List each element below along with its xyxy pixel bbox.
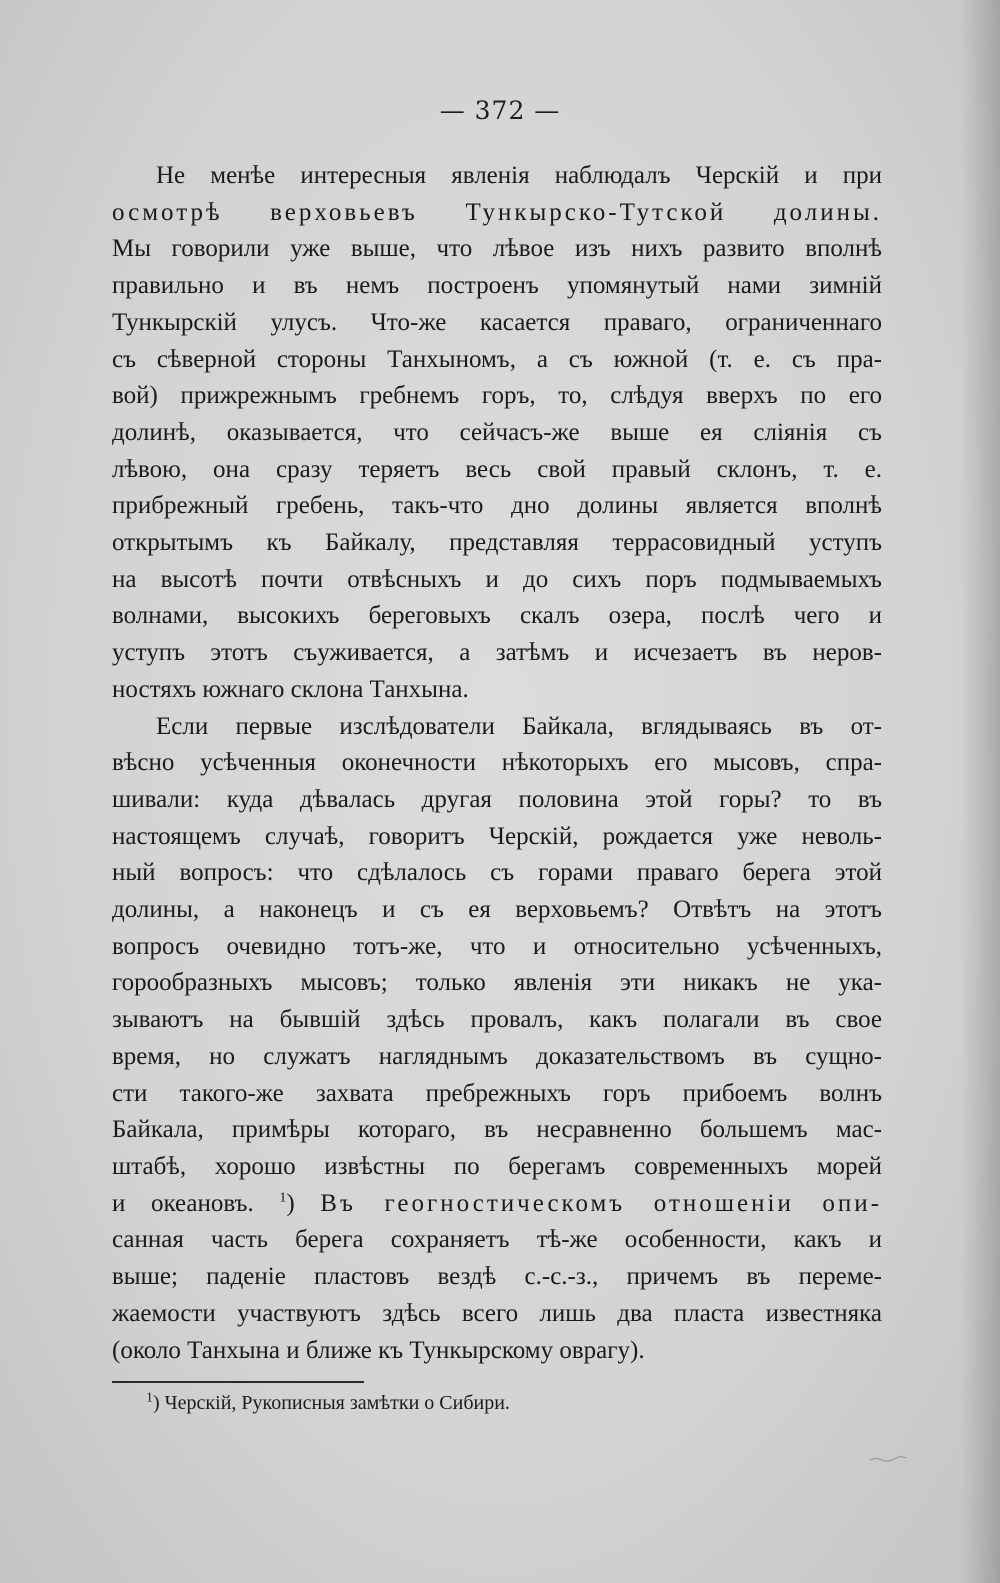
text-line: долинѣ, оказывается, что сейчасъ-же выше ея сліянія съ xyxy=(112,418,882,446)
text-line: (около Танхына и ближе къ Тункырскому оврагу). xyxy=(112,1336,645,1364)
text-fragment: Въ геогностическомъ отношеніи опи- xyxy=(320,1189,883,1217)
text-line: съ сѣверной стороны Танхыномъ, а съ южной (т. е. съ пра- xyxy=(112,345,882,373)
text-line: лѣвою, она сразу теряетъ весь свой правый склонъ, т. е. xyxy=(112,455,882,483)
ink-smudge-icon xyxy=(868,1455,908,1463)
text-line: вопросъ очевидно тотъ-же, что и относительно усѣченныхъ, xyxy=(112,932,882,960)
text-line: шивали: куда дѣвалась другая половина этой горы? то въ xyxy=(112,785,882,813)
text-line: время, но служатъ нагляднымъ доказательствомъ въ сущно- xyxy=(112,1042,882,1070)
footnote-text: Черскій, Рукописныя замѣтки о Сибири. xyxy=(164,1392,510,1414)
text-line: вѣсно усѣченныя оконечности нѣкоторыхъ его мысовъ, спра- xyxy=(112,749,882,777)
text-line: долины, а наконецъ и съ ея верховьемъ? Отвѣтъ на этотъ xyxy=(112,896,882,924)
text-line: вой) прижрежнымъ гребнемъ горъ, то, слѣдуя вверхъ по его xyxy=(112,382,882,410)
text-line: уступъ этотъ съуживается, а затѣмъ и исчезаетъ въ неров- xyxy=(112,639,882,667)
text-line: зываютъ на бывшій здѣсь провалъ, какъ полагали въ свое xyxy=(112,1006,882,1034)
text-fragment: и океановъ. xyxy=(112,1189,254,1217)
text-line: настоящемъ случаѣ, говоритъ Черскій, рождается уже неволь- xyxy=(112,822,882,850)
text-line: и океановъ. $^1$) Въ геогностическомъ отношеніи опи- xyxy=(112,1189,883,1217)
text-line: штабѣ, хорошо извѣстны по берегамъ современныхъ морей xyxy=(112,1152,882,1180)
text-line: горообразныхъ мысовъ; только явленія эти никакъ не ука- xyxy=(112,969,882,997)
footnote-marker: 1 xyxy=(146,1390,153,1406)
text-line: на высотѣ почти отвѣсныхъ и до сихъ поръ подмываемыхъ xyxy=(112,565,882,593)
body-text xyxy=(112,158,882,1369)
text-line: санная часть берега сохраняетъ тѣ-же особенности, какъ и xyxy=(112,1226,882,1254)
text-line: открытымъ къ Байкалу, представляя террасовидный уступъ xyxy=(112,529,882,557)
text-line: выше; паденіе пластовъ вездѣ с.-с.-з., причемъ въ переме- xyxy=(112,1263,882,1291)
text-line: Не менѣе интересныя явленія наблюдалъ Черскій и при xyxy=(156,162,882,189)
text-line: Тункырскій улусъ. Что-же касается праваго, ограниченнаго xyxy=(112,308,882,336)
text-line: Если первые изслѣдователи Байкала, вглядываясь въ от- xyxy=(156,712,882,740)
text-line: Мы говорили уже выше, что лѣвое изъ нихъ развито вполнѣ xyxy=(112,235,882,263)
footnote: $^1$) Черскій, Рукописныя замѣтки о Сибири. xyxy=(146,1390,510,1414)
text-line: ностяхъ южнаго склона Танхына. xyxy=(112,675,469,703)
footnote-reference[interactable]: 1 xyxy=(279,1190,287,1206)
text-line: жаемости участвуютъ здѣсь всего лишь два пласта известняка xyxy=(112,1299,882,1327)
footnote-divider xyxy=(112,1381,364,1383)
page-number: — 372 — xyxy=(439,96,561,125)
text-line: правильно и въ немъ построенъ упомянутый нами зимній xyxy=(112,272,882,300)
text-line: Байкала, примѣры котораго, въ несравненно большемъ мас- xyxy=(112,1116,882,1144)
text-line: сти такого-же захвата пребрежныхъ горъ прибоемъ волнъ xyxy=(112,1079,882,1107)
text-line: ный вопросъ: что сдѣлалось съ горами праваго берега этой xyxy=(112,859,882,887)
text-fragment: осмотрѣ верховьевъ Тункырско-Тутской долины. xyxy=(112,198,882,226)
text-line: волнами, высокихъ береговыхъ скалъ озера, послѣ чего и xyxy=(112,602,882,630)
text-line xyxy=(112,195,882,232)
text-line: прибрежный гребень, такъ-что дно долины является вполнѣ xyxy=(112,492,882,520)
